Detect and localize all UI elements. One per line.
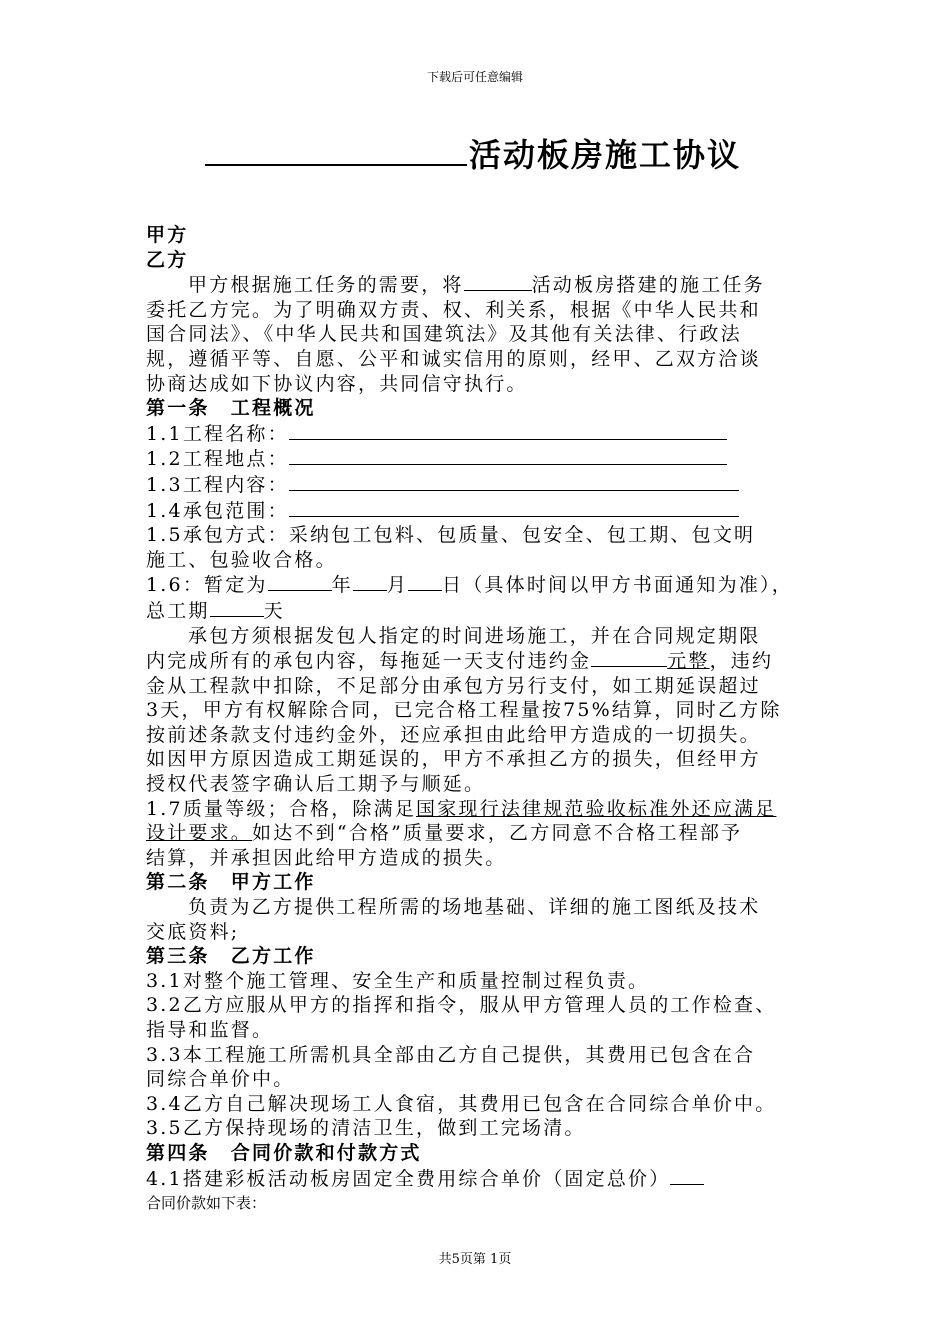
item-1-6 [146, 572, 814, 598]
item-3-2: 3.2乙方应服从甲方的指挥和指令，服从甲方管理人员的工作检查、 [146, 994, 777, 1017]
paragraph-line: 交底资料; [146, 920, 240, 943]
text: 4.1搭建彩板活动板房固定全费用综合单价（固定总价） [146, 1167, 671, 1190]
blank-field [670, 1166, 704, 1185]
paragraph-line: 按前述条款支付违约金外，还应承担由此给甲方造成的一切损失。 [146, 723, 761, 746]
item-3-4: 3.4乙方自己解决现场工人食宿，其费用已包含在合同综合单价中。 [146, 1092, 777, 1115]
text: 天 [263, 599, 285, 622]
text: 1.4承包范围： [146, 499, 289, 522]
title-text: 活动板房施工协议 [469, 136, 742, 174]
article-2-title: 第二条 甲方工作 [146, 871, 316, 894]
paragraph-line: 承包方须根据发包人指定的时间进场施工，并在合同规定期限 [188, 624, 761, 647]
page-footer: 共5页第 1页 [438, 1252, 512, 1267]
text: 甲方根据施工任务的需要，将 [188, 274, 464, 297]
intro-line [146, 272, 814, 298]
text: 活动板房搭建的施工任务 [531, 274, 765, 297]
text: 1.3工程内容： [146, 473, 289, 496]
paragraph-line: 金从工程款中扣除，不足部分由承包方另行支付，如工期延误超过 [146, 674, 761, 697]
document-body [146, 223, 814, 1216]
text: 元整 [667, 650, 710, 673]
item-1-6-cont [146, 598, 814, 624]
article-1-title: 第一条 工程概况 [146, 397, 316, 420]
text: 月 [386, 574, 409, 597]
page-header: 下载后可任意编辑 [426, 70, 523, 84]
blank-field [289, 421, 727, 440]
item-1-7-cont: 结算，并承担因此给甲方造成的损失。 [146, 846, 507, 869]
blank-field [268, 572, 332, 591]
item-1-7-cont [146, 821, 814, 846]
text: 年 [331, 574, 353, 597]
item-1-1 [146, 421, 814, 447]
text: 总工期 [146, 599, 210, 622]
blank-field [591, 648, 667, 667]
paragraph-line: 授权代表签字确认后工期予与顺延。 [146, 773, 486, 796]
blank-field [464, 272, 532, 291]
item-4-2: 合同价款如下表： [146, 1194, 267, 1213]
intro-line: 协商达成如下协议内容，共同信守执行。 [146, 372, 528, 395]
intro-line: 国合同法》、《中华人民共和国建筑法》及其他有关法律、行政法 [146, 323, 742, 346]
item-3-3: 3.3本工程施工所需机具全部由乙方自己提供，其费用已包含在合 [146, 1043, 756, 1066]
paragraph-line: 负责为乙方提供工程所需的场地基础、详细的施工图纸及技术 [188, 896, 761, 919]
item-4-1 [146, 1166, 814, 1192]
party-a: 甲方 [146, 224, 189, 246]
item-1-3 [146, 472, 814, 498]
text: 1.6：暂定为 [146, 574, 268, 597]
blank-field [289, 472, 739, 491]
intro-line: 委托乙方完。为了明确双方责、权、利关系，根据《中华人民共和 [146, 298, 761, 321]
text: 日（具体时间以甲方书面通知为准）， [442, 574, 793, 597]
text: 1.1工程名称： [146, 422, 289, 445]
item-1-2 [146, 446, 814, 472]
item-3-2-cont: 指导和监督。 [146, 1019, 274, 1041]
text: 1.7质量等级；合格，除满足 [146, 797, 417, 820]
item-1-7 [146, 797, 814, 822]
text: ，违约 [709, 650, 774, 673]
item-1-5: 1.5承包方式：采纳包工包料、包质量、包安全、包工期、包文明 [146, 524, 756, 547]
document-title [205, 130, 741, 176]
item-3-5: 3.5乙方保持现场的清洁卫生，做到工完场清。 [146, 1117, 586, 1140]
article-4-title: 第四条 合同价款和付款方式 [146, 1141, 422, 1164]
item-1-5-cont: 施工、包验收合格。 [146, 548, 337, 571]
blank-field [353, 572, 387, 591]
paragraph-line: 3天，甲方有权解除合同，已完合格工程量按75%结算，同时乙方除 [146, 699, 782, 722]
intro-line: 规，遵循平等、自愿、公平和诚实信用的原则，经甲、乙双方洽谈 [146, 347, 761, 370]
title-blank [205, 134, 467, 166]
blank-field [210, 598, 264, 617]
text: 如达不到“合格”质量要求，乙方同意不合格工程部予 [252, 822, 743, 845]
blank-field [289, 498, 739, 517]
paragraph-line [146, 648, 814, 674]
party-b: 乙方 [146, 248, 189, 271]
text: 国家现行法律规范验收标准外还应满足 [416, 797, 777, 820]
blank-field [408, 572, 442, 591]
item-3-1: 3.1对整个施工管理、安全生产和质量控制过程负责。 [146, 969, 650, 992]
blank-field [289, 446, 727, 465]
article-3-title: 第三条 乙方工作 [146, 945, 316, 968]
text: 设计要求。 [146, 822, 253, 845]
text: 内完成所有的承包内容，每拖延一天支付违约金 [146, 650, 592, 673]
text: 1.2工程地点： [146, 448, 289, 471]
paragraph-line: 如因甲方原因造成工期延误的，甲方不承担乙方的损失，但经甲方 [146, 748, 761, 771]
item-1-4 [146, 498, 814, 524]
item-3-3-cont: 同综合单价中。 [146, 1068, 295, 1091]
